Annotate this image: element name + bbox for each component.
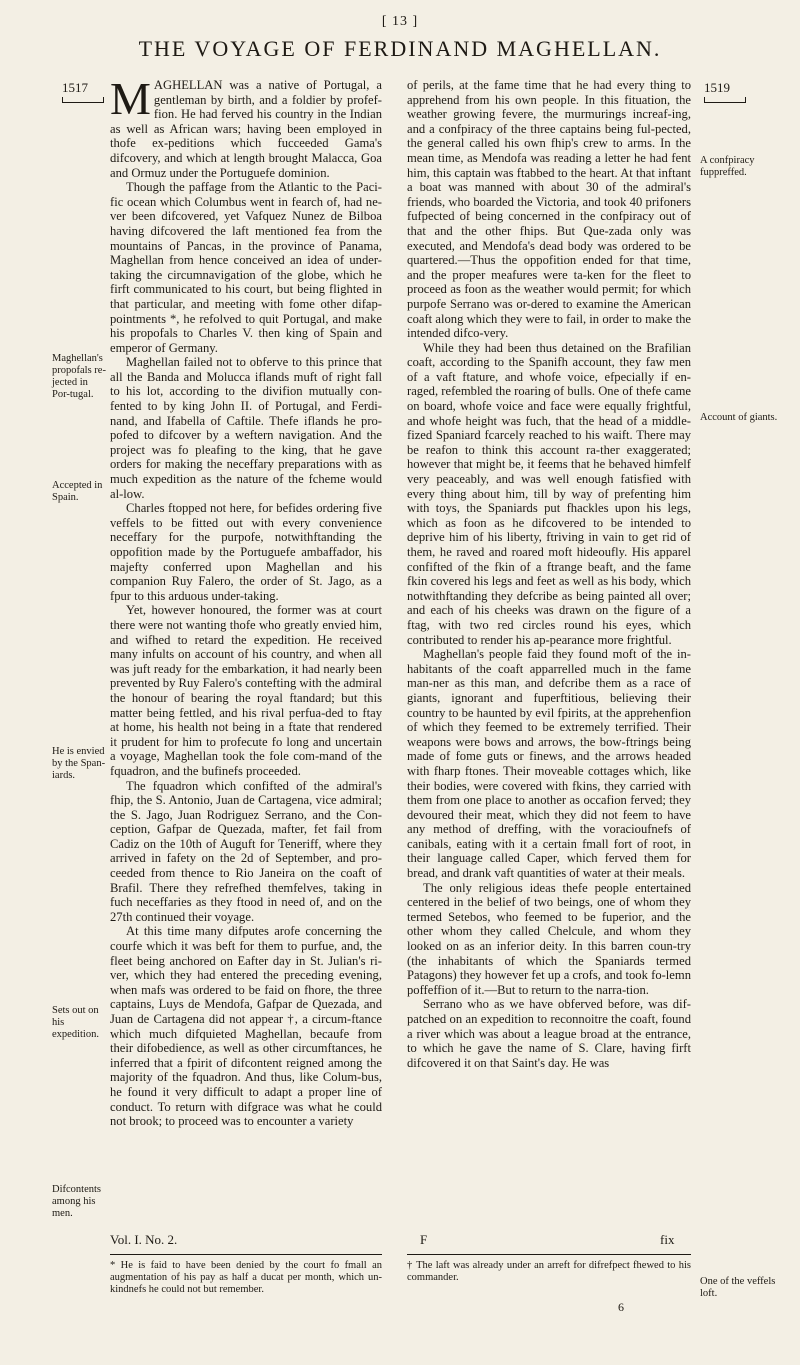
year-right: 1519 [704, 80, 730, 95]
paragraph: Maghellan failed not to obferve to this prince that all the Banda and Molucca iflands muft of right fall to his lot, according to the divifion mutually con-fented to by king John II. of Portugal, and Ferdi-nand, and Ifabella of Caftile. Thefe iflands he pro-pofed to difcover by a weftern navigation. And the project was fo pleafing to the king, that he gave orders for making the neceffary preparations with as much expedition as the nature of the fcheme would al-low. [110, 355, 382, 501]
margin-note-giants: Account of giants. [700, 412, 778, 423]
right-column [407, 78, 691, 1070]
drop-cap: M [110, 73, 151, 124]
paragraph: Yet, however honoured, the former was at court there were not wanting thofe who greatly envied him, and wifhed to retard the expedition. He received many infults on account of his country, and when all was juft ready for the embarkation, it had nearly been prevented by Ruy Falero's contefting with the admiral the honour of bearing the royal ftandard; but this matter being fettled, and his rival perfua-ded to ftay at home, his health not being in a ftate that rendered it prudent for him to profecute fo long and uncertain a voyage, Maghellan took the fole com-mand of the fquadron, and the bufinefs proceeded. [110, 603, 382, 778]
margin-note-accepted: Accepted in Spain. [52, 480, 103, 503]
paragraph: Though the paffage from the Atlantic to the Paci-fic ocean which Columbus went in fearch of, had ne-ver been difcovered, yet Vafquez Nunez de Bilboa having difcovered the laft mentioned fea from the mountains of Pancas, in the province of Panama, Maghellan from hence conceived an idea of under-taking the circumnavigation of the globe, which he firft communicated to his court, but being flighted in that particular, and meeting with fome other difap-pointments *, he refolved to quit Portugal, and make his propofals to Charles V. then king of Spain and emperor of Germany. [110, 180, 382, 355]
left-column [110, 73, 382, 1129]
footnote-left: * He is faid to have been denied by the court fo fmall an augmentation of his pay as half a ducat per month, which un-kindnefs he could not but remember. [110, 1260, 382, 1295]
year-bracket [704, 97, 746, 103]
volume-signature: Vol. I. No. 2. [110, 1232, 178, 1247]
year-left: 1517 [62, 80, 88, 95]
year-marker-left [62, 80, 104, 103]
page-title: THE VOYAGE OF FERDINAND MAGHELLAN. [138, 36, 662, 61]
page-number: [ 13 ] [381, 14, 419, 29]
paragraph: Maghellan's people faid they found moft of the in-habitants of the coaft apparrelled much in the fame man-ner as this man, and defcribe them as a race of giants, ignorant and fuperftitious, believing their country to be haunted by evil fpirits, at the apprehenfion of which they feemed to be extremely terrified. Their weapons were bows and arrows, the bow-ftrings being made of fome guts or finews, and the arrows headed with fharp ftones. Their moveable cottages which, like their bodies, were covered with fkins, they carried with them from one place to another as occafion ferved; they devoured their meat, which they did not feem to have any method of dreffing, with the voracioufnefs of canibals, eating with it a certain fmall fort of root, in their language called Caper, which ferved them for bread, and drank vaft quantities of water at their meals. [407, 647, 691, 881]
year-bracket [62, 97, 104, 103]
footnote-rule-left [110, 1254, 382, 1255]
ornament-mark: 6 [618, 1300, 624, 1314]
margin-note-conspiracy: A confpiracy fuppreffed. [700, 155, 755, 178]
margin-note-proposals: Maghellan's propofals re-jected in Por-tugal. [52, 353, 106, 400]
paragraph: While they had been thus detained on the Brafilian coaft, according to the Spanifh account, they faw men of a vaft ftature, and whofe voice, efpecially if en-raged, refembled the roaring of bulls. One of thefe came on board, whofe voice and face were equally frightful, and whofe height was fuch, that the head of a middle-fized Spaniard fcarcely reached to his waift. There may be reafon to think this account ra-ther exaggerated; however that might be, it feems that he behaved himfelf very peaceably, and was well enough fatisfied with every thing about him, till by way of prefenting him with toys, the Spaniards put fhackles upon his legs, which as foon as he difcovered to be intended to deprive him of his liberty, ftriving in vain to get rid of them, he raved and roared moft hideoufly. His apparel confifted of the fkin of a ftrange beaft, and the fame fkin covered his legs and feet as well as his body, which notwithftanding they defcribe as being painted all over; and each of his cheeks was drawn on the figure of a ftag, with two red circles round his eyes, which contributed to render his ap-pearance more frightful. [407, 340, 691, 647]
paragraph: The only religious ideas thefe people entertained centered in the belief of two beings, one of whom they termed Setebos, who feemed to be fuperior, and the other whom they called Chelcule, and whom they looked on as an inferior deity. In this barren coun-try (the inhabitants of which the Spaniards termed Patagons) they however fet up a crofs, and took fo-lemn poffeffion of it.—But to return to the narra-tion. [407, 880, 691, 997]
signature-mark: F [420, 1232, 428, 1247]
paragraph: Charles ftopped not here, for befides ordering five veffels to be fitted out with every convenience neceffary for the purpofe, notwithftanding the oppofition made by the Portuguefe ambaffador, his majefty conferred upon Maghellan and his companion Ruy Falero, the order of St. Jago, as a fpur to this arduous under-taking. [110, 501, 382, 603]
paragraph: of perils, at the fame time that he had every thing to apprehend from his own people. In this fituation, the weather growing fevere, the murmurings increaf-ing, and a confpiracy of the three captains being ful-pected, the general called his own fhip's crew to arms. In the mean time, as Mendofa was reading a letter he had fent him, this captain was ftabbed to the heart. At that inftant a boat was manned with about 30 of the admiral's friends, who boarded the Victoria, and took 40 prifoners fufpected of being concerned in the confpiracy out of that and the other fhips. But Que-zada only was executed, and Mendofa's dead body was ordered to be quartered.—Thus the oppofition ended for that time, and the proper meafures were ta-ken for the fleet to proceed as foon as the weather would permit; for which purpofe Serrano was or-dered to examine the American coaft along which they were to fail, in order to make the intended difco-very. [407, 78, 691, 341]
margin-note-sets-out: Sets out on his expedition. [52, 1005, 99, 1040]
margin-note-vessel-lost: One of the veffels loft. [700, 1276, 776, 1299]
paragraph-text: AGHELLAN was a native of Portugal, a gentleman by birth, and a foldier by profef-fion. He had ferved his country in the Indian as well as African wars; having been employed in thofe ex-peditions which fucceeded Gama's difcovery, and which at length brought Malacca, Goa and Ormuz under the Portuguefe dominion. [110, 78, 382, 180]
paragraph: Serrano who as we have obferved before, was dif-patched on an expedition to reconnoitre the coaft, found a river which was about a league broad at the entrance, to which he gave the name of S. Clare, having firft difcovered it on that Saint's day. He was [407, 997, 691, 1070]
paragraph: The fquadron which confifted of the admiral's fhip, the S. Antonio, Juan de Cartagena, vice admiral; the S. Jago, Juan Rodriguez Serrano, and the Con-ception, Gafpar de Quezada, mafter, fet fail from Cadiz on the 10th of Auguft for Teneriff, where they arrived in fafety on the 2d of September, and pro-ceeded from thence to Rio Janeira on the coaft of Brafil. There they refrefhed themfelves, taking in fuch neceffaries as they ftood in need of, and on the 27th continued their voyage. [110, 778, 382, 924]
year-marker-right [704, 80, 746, 103]
margin-note-discontents: Difcontents among his men. [52, 1184, 101, 1219]
paragraph [110, 73, 382, 180]
margin-note-envied: He is envied by the Span-iards. [52, 746, 106, 781]
catchword: fix [660, 1232, 675, 1247]
footnote-right: † The laft was already under an arreft for difrefpect fhewed to his commander. [407, 1260, 691, 1283]
footnote-rule-right [407, 1254, 691, 1255]
paragraph: At this time many difputes arofe concerning the courfe which it was beft for them to purfue, and, the fleet being anchored on Eafter day in St. Julian's ri-ver, which they had entered the preceding evening, when mafs was ordered to be faid on fhore, the three captains, Luys de Mendofa, Gafpar de Quezada, and Juan de Cartagena did not appear †, a circum-ftance which much difquieted Maghellan, becaufe from their difobedience, as well as other circumftances, he inferred that a fpirit of difcontent reigned among the majority of the fquadron. And thus, like Colum-bus, he found it very difficult to adapt a proper line of conduct. To return with difgrace was what he could not brook; to proceed was to encounter a variety [110, 924, 382, 1129]
